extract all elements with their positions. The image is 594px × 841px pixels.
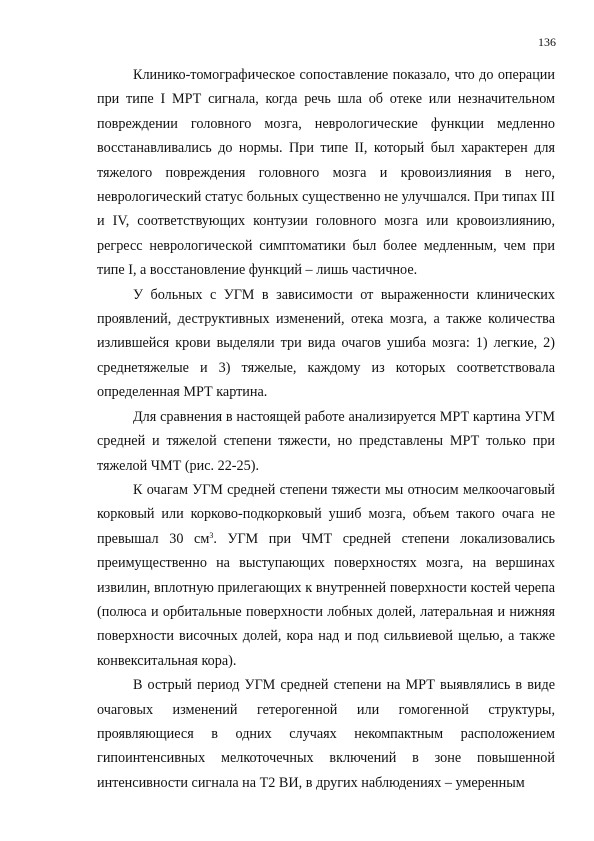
paragraph-4-text-before-superscript: К очагам УГМ средней степени тяжести мы относим мелкоочаговый корковый или корково-подкорковый ушиб мозга, объем такого очага не превышал 30 см — [97, 481, 555, 547]
document-body — [97, 63, 555, 795]
paragraph-3: Для сравнения в настоящей работе анализируется МРТ картина УГМ средней и тяжелой степени тяжести, но представлены МРТ только при тяжелой ЧМТ (рис. 22-25). — [97, 408, 555, 474]
page-number: 136 — [538, 35, 556, 49]
paragraph-4-text-after-superscript: . УГМ при ЧМТ средней степени локализовались преимущественно на выступающих поверхностях мозга, на вершинах извилин, вплотную прилегающих к внутренней поверхности костей черепа (полюса и орбитальные поверхности лобных долей, латеральная и нижняя поверхности височных долей, кора над и под сильвиевой щелью, а также конвекситальная кора). — [97, 530, 555, 669]
volume-unit-superscript: 3 — [209, 530, 214, 540]
paragraph-5: В острый период УГМ средней степени на МРТ выявлялись в виде очаговых изменений гетерогенной или гомогенной структуры, проявляющиеся в одних случаях некомпактным расположением гипоинтенсивных мелкоточечных включений в зоне повышенной интенсивности сигнала на Т2 ВИ, в других наблюдениях – умеренным — [97, 677, 555, 791]
paragraph-1: Клинико-томографическое сопоставление показало, что до операции при типе I МРТ сигнала, когда речь шла об отеке или незначительном повреждении головного мозга, неврологические функции медленно восстанавливались до нормы. При типе II, который был характерен для тяжелого повреждения головного мозга и кровоизлияния в него, неврологический статус больных существенно не улучшался. При типах III и IV, соответствующих контузии головного мозга или кровоизлиянию, регресс неврологической симптоматики был более медленным, чем при типе I, а восстановление функций – лишь частичное. — [97, 67, 555, 279]
paragraph-2: У больных с УГМ в зависимости от выраженности клинических проявлений, деструктивных изменений, отека мозга, а также количества излившейся крови выделяли три вида очагов ушиба мозга: 1) легкие, 2) среднетяжелые и 3) тяжелые, каждому из которых соответствовала определенная МРТ картина. — [97, 286, 555, 401]
paragraph-4 — [97, 478, 555, 673]
